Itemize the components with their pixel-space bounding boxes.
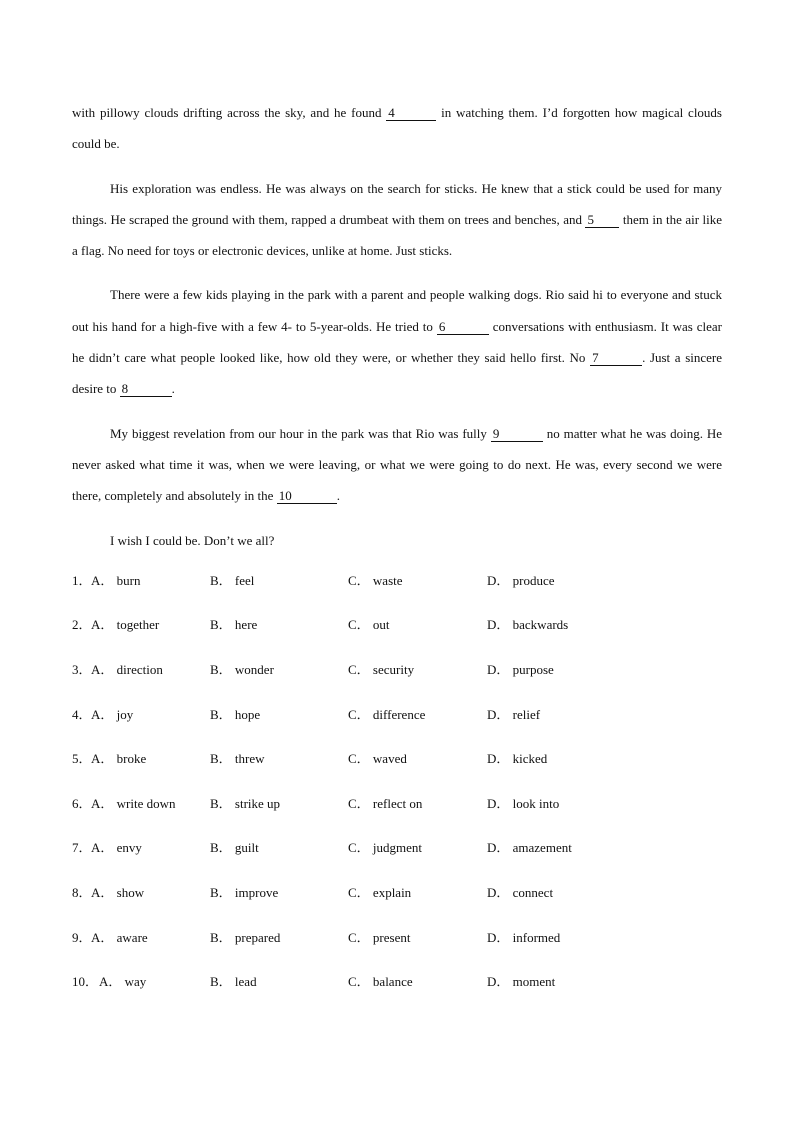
option-b: B． lead <box>210 974 257 990</box>
option-a: A． envy <box>91 840 142 856</box>
paragraph-2 <box>72 173 722 267</box>
option-c: C． reflect on <box>348 795 423 811</box>
option-b: B． here <box>210 617 258 633</box>
option-c: C． present <box>348 929 411 945</box>
question-number: 9． <box>72 929 92 945</box>
text: His exploration was endless. He was always on the search for sticks. He knew that a stick could be used for many things. He scraped the ground with them, rapped a drumbeat with them on trees and benches, and <box>72 180 722 227</box>
document-page <box>72 97 722 1014</box>
question-number: 7． <box>72 840 92 856</box>
question-number: 3． <box>72 662 92 678</box>
question-row-2 <box>72 612 722 657</box>
text: conversations with enthusiasm. It was clear he didn’t care what people looked like, how old they were, or whether they said hello first. No <box>72 318 722 366</box>
option-b: B． wonder <box>210 662 274 678</box>
option-d: D． produce <box>487 572 555 588</box>
text: . <box>171 381 175 397</box>
question-row-6 <box>72 791 722 836</box>
blank-4: 4 <box>386 106 436 121</box>
question-number: 6． <box>72 795 92 811</box>
option-b: B． prepared <box>210 929 281 945</box>
text: no matter what he was doing. He never asked what time it was, when we were leaving, or what we were going to do next. He was, every second we were there, completely and absolutely in the <box>72 425 723 504</box>
option-d: D． kicked <box>487 751 548 767</box>
question-number: 10． <box>72 974 99 990</box>
question-row-10 <box>72 969 722 1014</box>
option-c: C． explain <box>348 885 412 901</box>
option-d: D． purpose <box>487 662 554 678</box>
option-b: B． strike up <box>210 795 281 811</box>
option-c: C． security <box>348 662 415 678</box>
paragraph-4 <box>72 418 722 512</box>
option-b: B． feel <box>210 572 255 588</box>
question-row-1 <box>72 568 722 613</box>
text: My biggest revelation from our hour in the park was that Rio was fully <box>110 425 491 441</box>
text: with pillowy clouds drifting across the sky, and he found <box>72 105 387 120</box>
question-number: 1． <box>72 572 92 588</box>
option-c: C． waste <box>348 572 403 588</box>
question-row-5 <box>72 746 722 791</box>
question-number: 2． <box>72 617 92 633</box>
option-d: D． relief <box>487 706 541 722</box>
blank-8: 8 <box>120 382 172 397</box>
question-number: 4． <box>72 706 92 722</box>
option-b: B． hope <box>210 706 261 722</box>
text: . Just a sincere desire to <box>72 350 723 397</box>
option-a: A． aware <box>91 929 148 945</box>
option-a: A． together <box>91 617 160 633</box>
option-d: D． moment <box>487 974 556 990</box>
option-c: C． difference <box>348 706 426 722</box>
blank-5: 5 <box>585 213 619 228</box>
blank-6: 6 <box>437 320 489 335</box>
paragraph-3 <box>72 279 722 404</box>
option-a: A． burn <box>91 572 141 588</box>
blank-7: 7 <box>590 351 642 366</box>
text: in watching them. I’d forgotten how magical clouds could be. <box>72 105 722 152</box>
question-number: 5． <box>72 751 92 767</box>
paragraph-1 <box>72 97 722 160</box>
option-a: A． write down <box>91 795 176 811</box>
question-row-4 <box>72 702 722 747</box>
question-row-8 <box>72 880 722 925</box>
text: There were a few kids playing in the park with a parent and people walking dogs. Rio said hi to everyone and stuck out his hand for a high-five with a few 4- to 5-year-olds. He tried to <box>72 287 722 334</box>
option-d: D． backwards <box>487 617 569 633</box>
question-number: 8． <box>72 885 92 901</box>
option-d: D． amazement <box>487 840 572 856</box>
text: . <box>336 488 340 504</box>
option-d: D． informed <box>487 929 561 945</box>
blank-10: 10 <box>277 489 337 504</box>
option-a: A． joy <box>91 706 134 722</box>
option-d: D． connect <box>487 885 554 901</box>
option-c: C． balance <box>348 974 413 990</box>
paragraph-5: I wish I could be. Don’t we all? <box>110 532 275 548</box>
option-b: B． threw <box>210 751 265 767</box>
option-a: A． direction <box>91 662 163 678</box>
option-a: A． way <box>99 974 147 990</box>
option-c: C． judgment <box>348 840 423 856</box>
option-c: C． waved <box>348 751 407 767</box>
option-b: B． improve <box>210 885 279 901</box>
question-row-3 <box>72 657 722 702</box>
option-a: A． show <box>91 885 145 901</box>
option-c: C． out <box>348 617 390 633</box>
question-row-9 <box>72 925 722 970</box>
text: them in the air like a flag. No need for toys or electronic devices, unlike at home. Just sticks. <box>72 211 722 259</box>
question-options <box>72 568 722 1014</box>
option-d: D． look into <box>487 795 560 811</box>
option-b: B． guilt <box>210 840 259 856</box>
option-a: A． broke <box>91 751 147 767</box>
blank-9: 9 <box>491 427 543 442</box>
question-row-7 <box>72 835 722 880</box>
